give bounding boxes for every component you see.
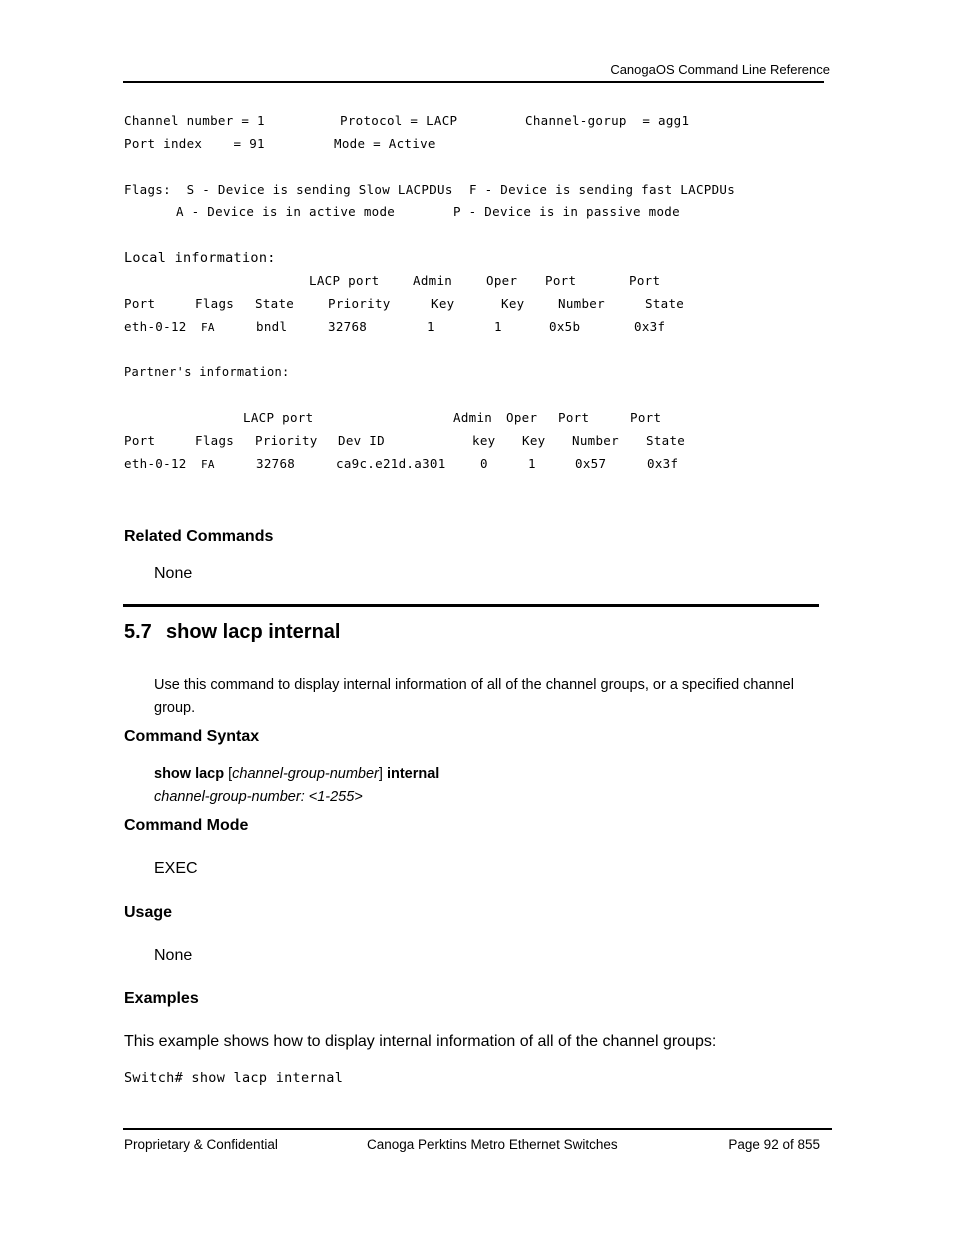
header-rule <box>123 81 824 83</box>
section-description-line2: group. <box>154 700 196 716</box>
local-h2-state: State <box>255 296 295 311</box>
usage-text: None <box>154 947 193 964</box>
partner-h2-priority: Priority <box>255 433 318 448</box>
syntax-parameter: channel-group-number: <1-255> <box>154 789 363 805</box>
partner-row-devid: ca9c.e21d.a301 <box>336 456 446 471</box>
flags-line-2a: A - Device is in active mode <box>176 204 396 219</box>
partner-h1-port: Port <box>558 410 590 425</box>
local-h2-priority: Priority <box>328 296 391 311</box>
footer-left: Proprietary & Confidential <box>124 1137 278 1152</box>
local-row-flags: FA <box>201 321 215 334</box>
partner-info-title: Partner's information: <box>124 365 290 379</box>
local-row-oper-key: 1 <box>494 319 502 334</box>
local-row-state: bndl <box>256 319 288 334</box>
partner-row-admin-key: 0 <box>480 456 488 471</box>
partner-row-oper-key: 1 <box>528 456 536 471</box>
partner-h2-port: Port <box>124 433 156 448</box>
local-h2-state2: State <box>645 296 685 311</box>
partner-row-port-state: 0x3f <box>647 456 679 471</box>
local-h2-key2: Key <box>501 296 525 311</box>
partner-row-priority: 32768 <box>256 456 296 471</box>
partner-row-flags: FA <box>201 458 215 471</box>
partner-row-port-number: 0x57 <box>575 456 607 471</box>
partner-h1-admin: Admin <box>453 410 493 425</box>
local-h1-port2: Port <box>629 273 661 288</box>
command-mode-text: EXEC <box>154 860 198 877</box>
section-description-line1: Use this command to display internal information of all of the channel groups, or a specified channel <box>154 677 794 693</box>
partner-h1-port2: Port <box>630 410 662 425</box>
local-h2-port: Port <box>124 296 156 311</box>
mode-line: Mode = Active <box>334 136 436 151</box>
flags-line-2b: P - Device is in passive mode <box>453 204 680 219</box>
examples-heading: Examples <box>124 990 199 1007</box>
local-info-title: Local information: <box>124 250 276 266</box>
partner-h2-flags: Flags <box>195 433 235 448</box>
local-h1-lacp-port: LACP port <box>309 273 380 288</box>
local-row-priority: 32768 <box>328 319 368 334</box>
section-rule <box>123 604 819 607</box>
command-syntax-heading: Command Syntax <box>124 728 260 745</box>
channel-group-line: Channel-gorup = agg1 <box>525 113 690 128</box>
local-h2-key: Key <box>431 296 455 311</box>
footer-rule <box>123 1128 832 1130</box>
partner-h2-devid: Dev ID <box>338 433 385 448</box>
local-h1-oper: Oper <box>486 273 518 288</box>
local-h1-admin: Admin <box>413 273 453 288</box>
command-mode-heading: Command Mode <box>124 817 249 834</box>
local-h1-port: Port <box>545 273 577 288</box>
partner-h2-number: Number <box>572 433 619 448</box>
partner-h1-oper: Oper <box>506 410 538 425</box>
example-command: Switch# show lacp internal <box>124 1070 344 1086</box>
partner-h2-key: key <box>472 433 496 448</box>
flags-line-1b: F - Device is sending fast LACPDUs <box>469 182 736 197</box>
partner-h2-key2: Key <box>522 433 546 448</box>
syntax-argument: channel-group-number <box>232 766 379 782</box>
local-h2-flags: Flags <box>195 296 235 311</box>
usage-heading: Usage <box>124 904 173 921</box>
local-row-port: eth-0-12 <box>124 319 187 334</box>
command-syntax <box>154 766 439 782</box>
examples-text: This example shows how to display internal information of all of the channel groups: <box>124 1033 717 1050</box>
local-h2-number: Number <box>558 296 605 311</box>
partner-row-port: eth-0-12 <box>124 456 187 471</box>
syntax-open-bracket: [ <box>224 766 233 782</box>
syntax-keyword: internal <box>386 766 440 782</box>
flags-line-1a: Flags: S - Device is sending Slow LACPDUs <box>124 182 453 197</box>
footer-page-number: Page 92 of 855 <box>728 1137 820 1152</box>
syntax-close-bracket: ] <box>378 766 387 782</box>
footer-center: Canoga Perktins Metro Ethernet Switches <box>367 1137 618 1152</box>
partner-h2-state: State <box>646 433 686 448</box>
port-index-line: Port index = 91 <box>124 136 265 151</box>
local-row-port-state: 0x3f <box>634 319 666 334</box>
running-header: CanogaOS Command Line Reference <box>610 62 830 77</box>
section-title: show lacp internal <box>166 621 341 643</box>
partner-h1-lacp-port: LACP port <box>243 410 314 425</box>
channel-number-line: Channel number = 1 <box>124 113 265 128</box>
related-commands-heading: Related Commands <box>124 528 274 545</box>
protocol-line: Protocol = LACP <box>340 113 458 128</box>
related-commands-text: None <box>154 565 193 582</box>
syntax-command: show lacp <box>154 766 225 782</box>
section-number: 5.7 <box>124 621 152 643</box>
local-row-port-number: 0x5b <box>549 319 581 334</box>
local-row-admin-key: 1 <box>427 319 435 334</box>
